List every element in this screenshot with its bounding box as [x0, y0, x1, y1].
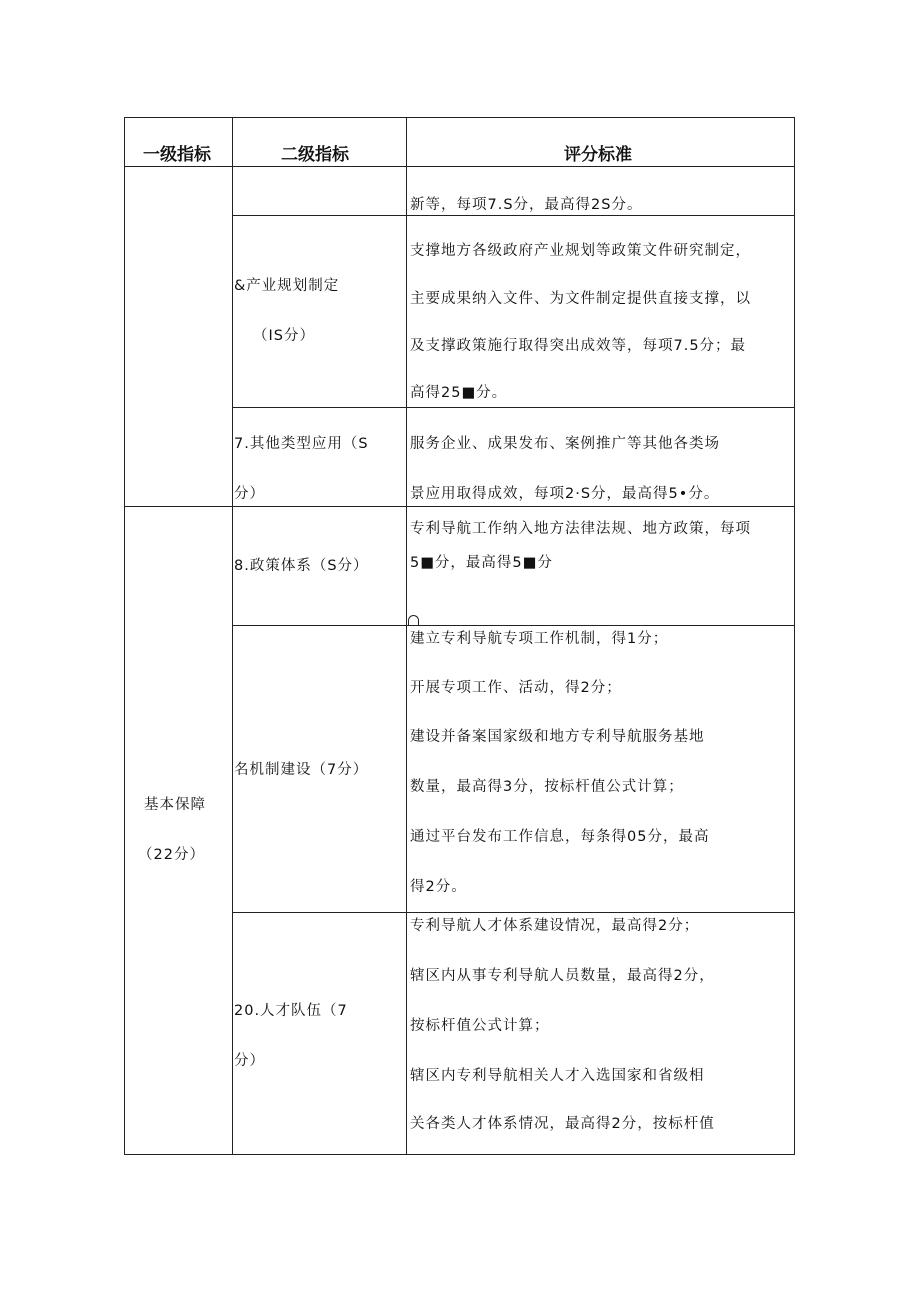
criteria-line: 关各类人才体系情况，最高得2分，按标杆值: [410, 1116, 715, 1132]
criteria-line: 支撑地方各级政府产业规划等政策文件研究制定，: [410, 243, 751, 259]
criteria-line: 及支撑政策施行取得突出成效等，每项7.5分；最: [410, 338, 747, 354]
indicator-score: 分）: [234, 1053, 265, 1069]
criteria-line: 得2分。: [410, 879, 467, 895]
group-score: （22分）: [138, 847, 205, 863]
table-border-right: [794, 117, 795, 1155]
indicator-name: &产业规划制定: [234, 278, 340, 294]
indicator-name: 名机制建设（7分）: [234, 762, 369, 778]
col-divider-1: [232, 117, 233, 1155]
header-level1: 一级指标: [143, 145, 211, 165]
header-divider: [124, 166, 795, 167]
indicator-score: （IS分）: [253, 328, 315, 344]
criteria-line: 辖区内专利导航相关人才入选国家和省级相: [410, 1068, 705, 1084]
table-border-left: [124, 117, 125, 1155]
criteria-line: 通过平台发布工作信息，每条得05分，最高: [410, 829, 710, 845]
header-level2: 二级指标: [281, 145, 349, 165]
criteria-line: 主要成果纳入文件、为文件制定提供直接支撑，以: [410, 291, 751, 307]
criteria-line: 高得25■分。: [410, 385, 508, 401]
row-divider: [232, 407, 795, 408]
header-criteria: 评分标准: [564, 145, 632, 165]
criteria-line: 按标杆值公式计算；: [410, 1018, 550, 1034]
group-divider: [124, 506, 795, 507]
table-border-top: [124, 117, 795, 118]
criteria-line: 开展专项工作、活动，得2分；: [410, 680, 622, 696]
criteria-line: 辖区内从事专利导航人员数量，最高得2分，: [410, 968, 715, 984]
indicator-name: 20.人才队伍（7: [234, 1003, 348, 1019]
table-border-bottom: [124, 1154, 795, 1155]
group-name: 基本保障: [144, 797, 206, 813]
criteria-line: 建立专利导航专项工作机制，得1分；: [410, 631, 669, 647]
indicator-score: 分）: [234, 486, 265, 502]
criteria-line: 5■分，最高得5■分: [410, 555, 553, 571]
row-divider: [232, 625, 795, 626]
criteria-line: 专利导航工作纳入地方法律法规、地方政策，每项: [410, 521, 751, 537]
criteria-line: 建设并备案国家级和地方专利导航服务基地: [410, 729, 705, 745]
stray-mark: [408, 615, 419, 626]
col-divider-2: [406, 117, 407, 1155]
row-divider: [232, 215, 795, 216]
criteria-line: 数量，最高得3分，按标杆值公式计算；: [410, 779, 684, 795]
indicator-name: 7.其他类型应用（S: [234, 436, 369, 452]
criteria-line: 服务企业、成果发布、案例推广等其他各类场: [410, 436, 720, 452]
row-divider: [232, 912, 795, 913]
criteria-line: 景应用取得成效，每项2·S分，最高得5•分。: [410, 486, 720, 502]
indicator-name: 8.政策体系（S分）: [234, 558, 369, 574]
criteria-line: 专利导航人才体系建设情况，最高得2分；: [410, 918, 700, 934]
criteria-line: 新等，每项7.S分，最高得2S分。: [410, 197, 643, 213]
